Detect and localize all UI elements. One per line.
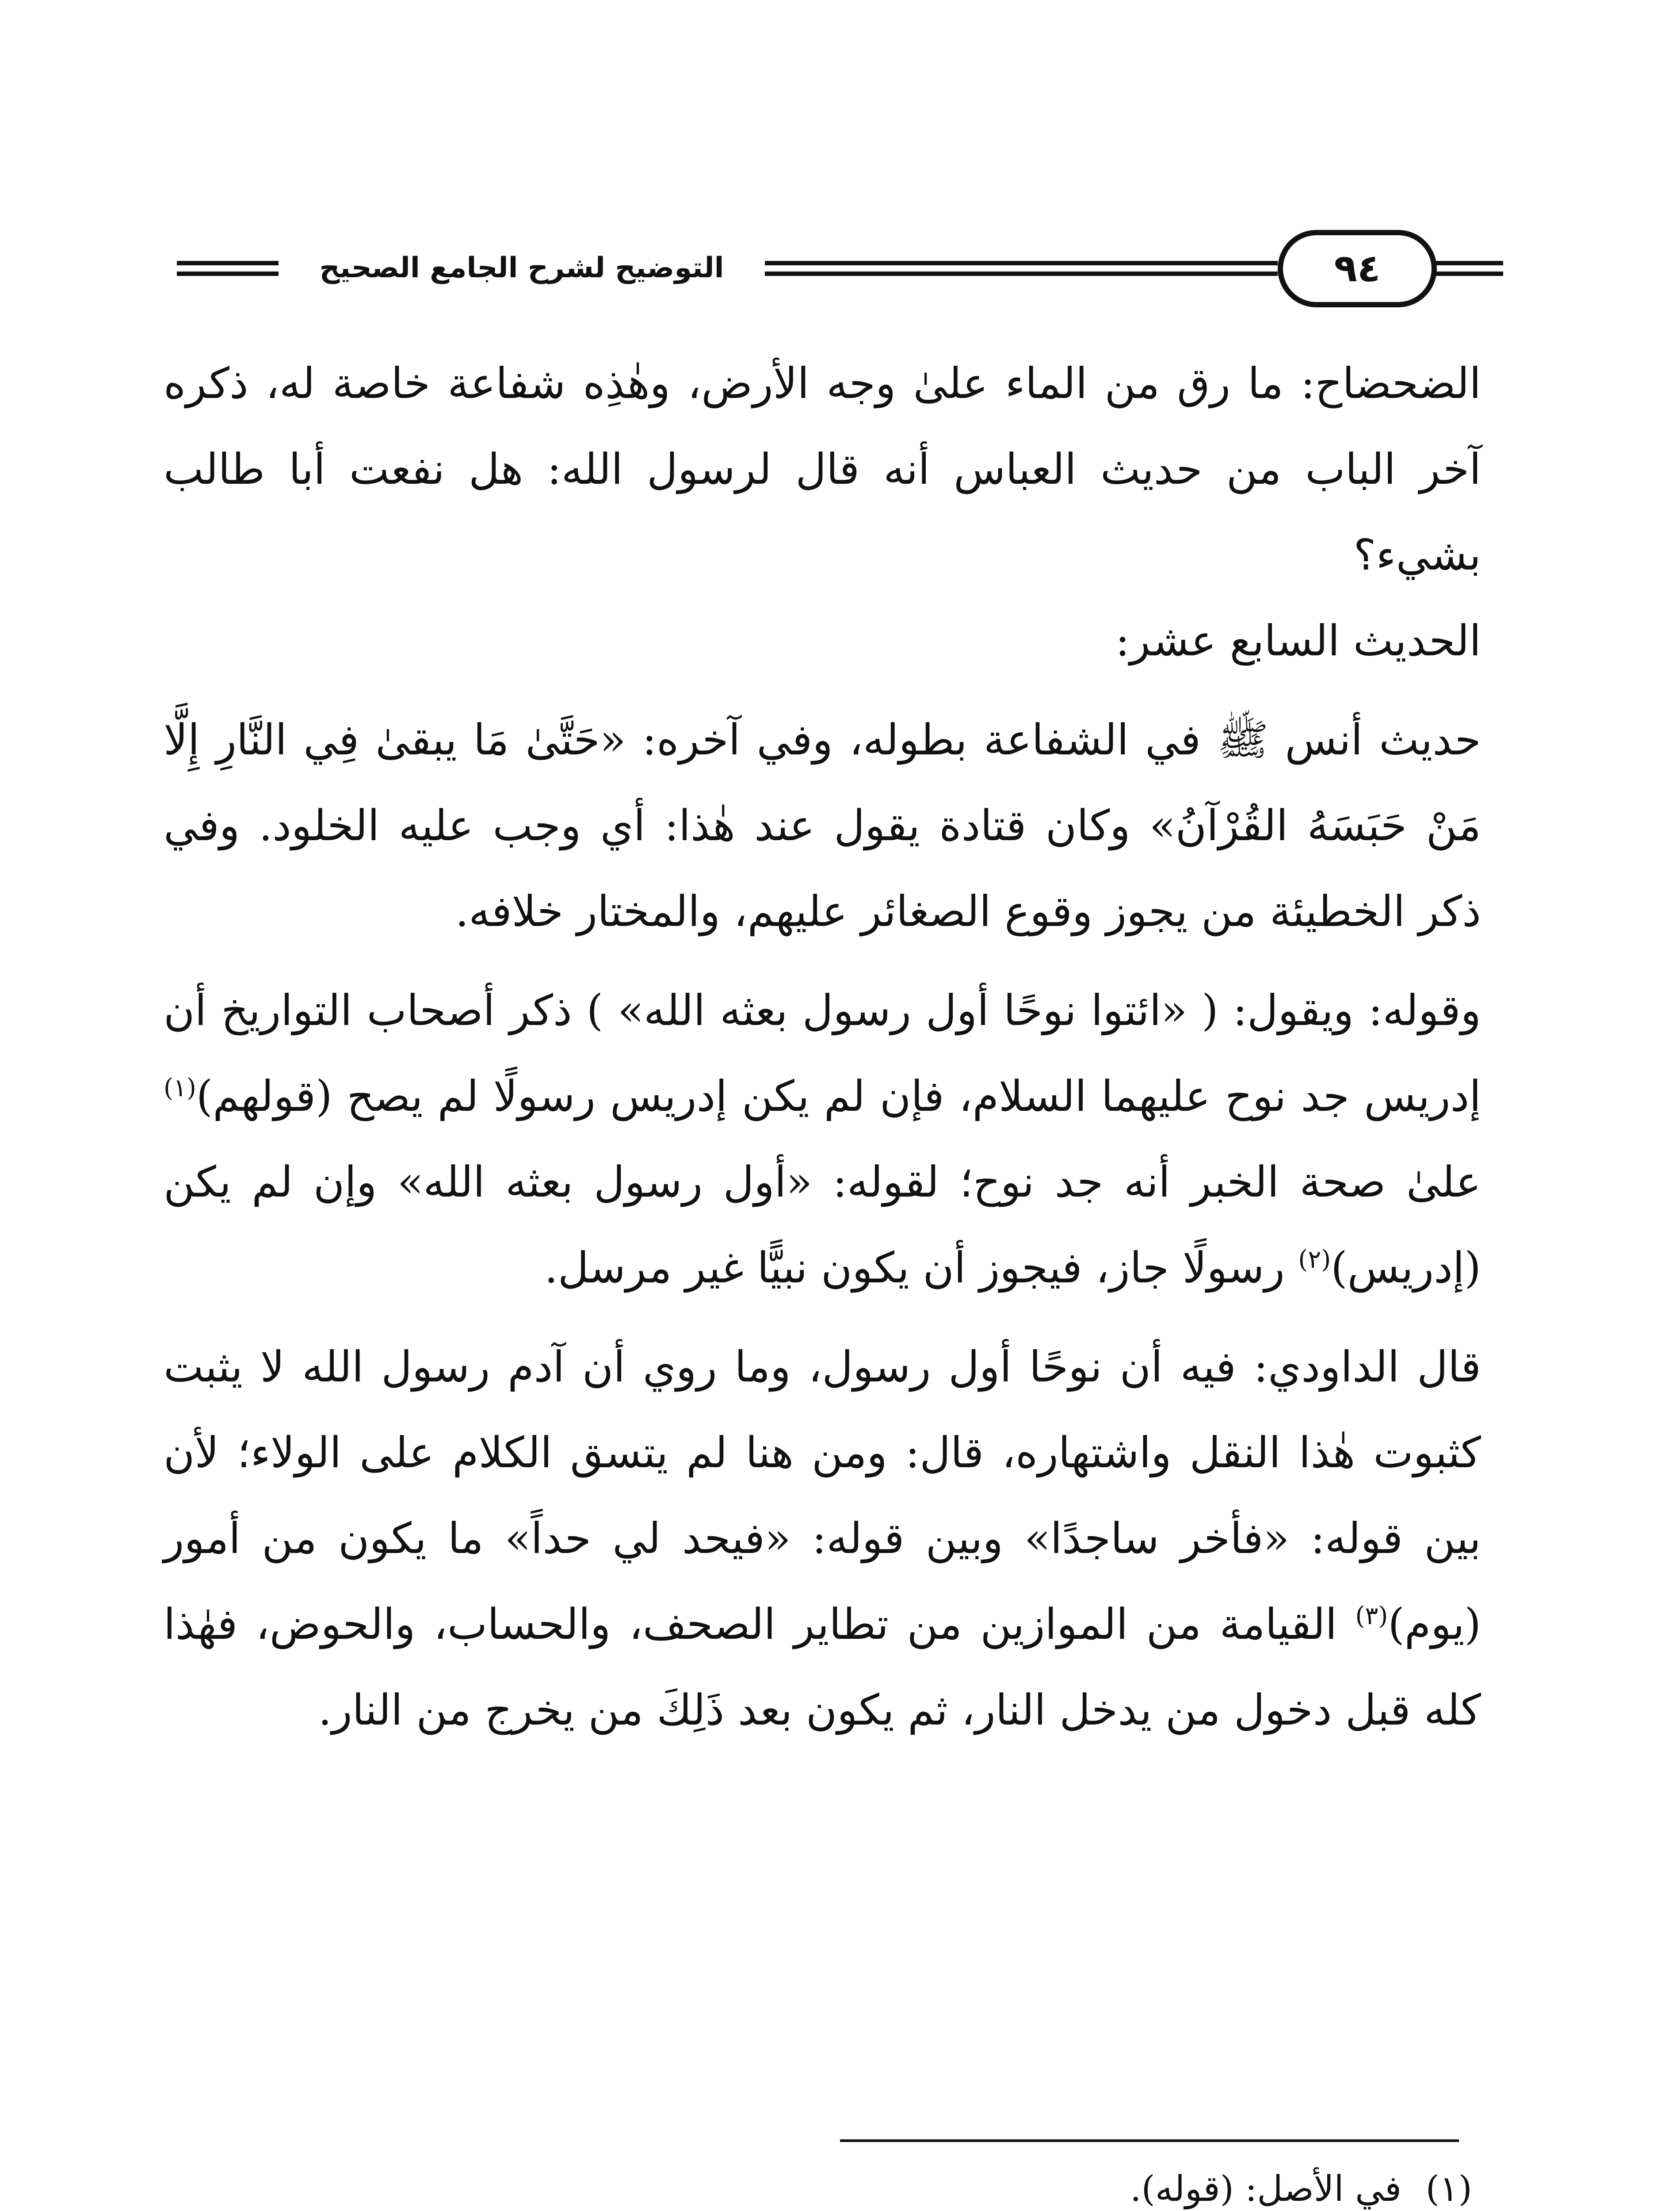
paragraph-text: رسولًا جاز، فيجوز أن يكون نبيًّا غير مرسل. xyxy=(544,1243,1298,1293)
paragraph-text: حديث أنس ﷺ في الشفاعة بطوله، وفي آخره: «حَتَّىٰ مَا يبقىٰ فِي النَّارِ إِلَّا مَنْ حَبَسَهُ القُرْآنُ» وكان قتادة يقول عند هٰذا: أي وجب عليه الخلود. وفي ذكر الخطيئة من يجوز وقوع الصغائر عليهم، والمختار خلافه. xyxy=(164,715,1481,936)
footnote-separator xyxy=(840,2139,1459,2142)
footnote-text: في الأصل: (قوله). xyxy=(1130,2168,1401,2209)
paragraph-text: علىٰ صحة الخبر أنه جد نوح؛ لقوله: «أول رسول بعثه الله» وإن لم يكن (إدريس) xyxy=(164,1157,1481,1293)
main-text xyxy=(164,340,1481,1753)
paragraph-noah-idris xyxy=(164,968,1481,1311)
footnotes xyxy=(575,2154,1472,2211)
running-header xyxy=(177,230,1503,310)
paragraph-anas-hadith xyxy=(164,697,1481,954)
header-rule-middle xyxy=(765,261,1278,276)
page-number: ٩٤ xyxy=(1334,246,1381,291)
paragraph-text: الضحضاح: ما رق من الماء علىٰ وجه الأرض، وهٰذِه شفاعة خاصة له، ذكره آخر الباب من حديث العباس أنه قال لرسول الله: هل نفعت أبا طالب بشيء؟ xyxy=(164,359,1481,580)
header-rule-right xyxy=(1432,261,1503,276)
footnote-number: (١) xyxy=(1425,2168,1472,2209)
paragraph-text: وقوله: ويقول: ( «ائتوا نوحًا أول رسول بعثه الله» ) ذكر أصحاب التواريخ أن إدريس جد نوح عليهما السلام، فإن لم يكن إدريس رسولًا لم يصح (قولهم) xyxy=(164,986,1481,1121)
paragraph-dawudi xyxy=(164,1324,1481,1753)
paragraph-text: قال الداودي: فيه أن نوحًا أول رسول، وما روي أن آدم رسول الله لا يثبت كثبوت هٰذا النقل واشتهاره، قال: ومن هنا لم يتسق الكلام على الولاء؛ لأن بين قوله: «فأخر ساجدًا» وبين قوله: «فيحد لي حداً» ما يكون من أمور (يوم) xyxy=(164,1342,1481,1649)
heading-text: الحديث السابع عشر: xyxy=(1115,616,1481,666)
book-title: التوضيح لشرح الجامع الصحيح xyxy=(319,252,724,284)
footnote-ref-2: (٢) xyxy=(1298,1245,1331,1274)
header-rule-left xyxy=(177,261,279,276)
page-number-frame xyxy=(1278,230,1437,307)
footnote-ref-1: (١) xyxy=(164,1074,196,1102)
paragraph-text: القيامة من الموازين من تطاير الصحف، والحساب، والحوض، فهٰذا كله قبل دخول من يدخل النار، ثم يكون بعد ذَلِكَ من يخرج من النار. xyxy=(164,1599,1481,1735)
footnote-ref-3: (٣) xyxy=(1355,1602,1388,1630)
section-heading xyxy=(164,598,1481,684)
footnote-item xyxy=(575,2154,1472,2211)
paragraph-definition xyxy=(164,340,1481,598)
